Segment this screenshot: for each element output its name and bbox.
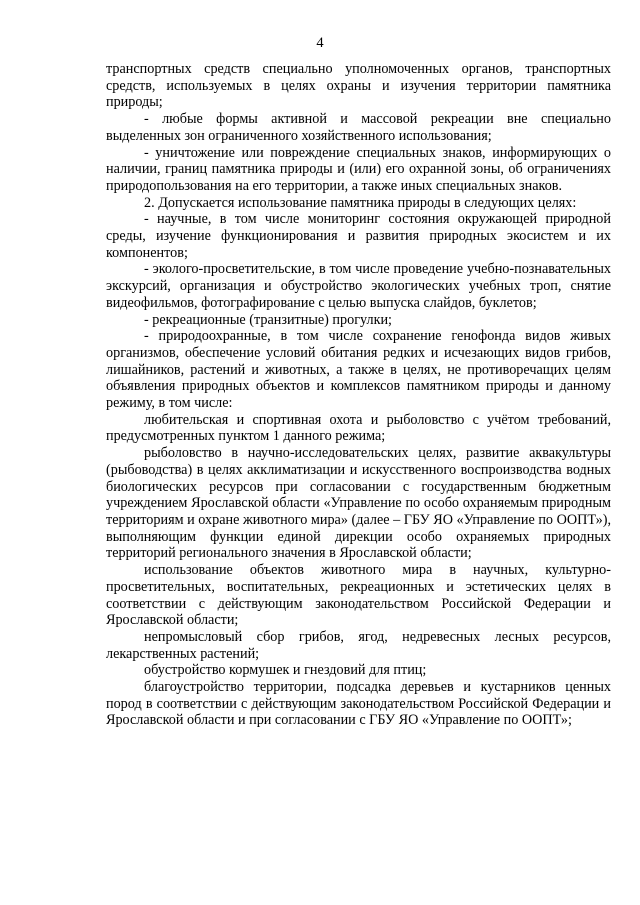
document-body (106, 61, 611, 729)
paragraph: транспортных средств специально уполномоченных органов, транспортных средств, используемых в целях охраны и изучения территории памятника природы; (106, 61, 611, 111)
paragraph: - научные, в том числе мониторинг состояния окружающей природной среды, изучение функционирования и развития природных экосистем и их компонентов; (106, 211, 611, 261)
paragraph: - эколого-просветительские, в том числе проведение учебно-познавательных экскурсий, организация и обустройство экологических учебных троп, снятие видеофильмов, фотографирование с целью выпуска слайдов, буклетов; (106, 261, 611, 311)
paragraph: любительская и спортивная охота и рыболовство с учётом требований, предусмотренных пунктом 1 данного режима; (106, 411, 611, 445)
paragraph: использование объектов животного мира в научных, культурно-просветительных, воспитательных, рекреационных и эстетических целях в соответствии с действующим законодательством Российской Федерации и Ярославской области; (106, 562, 611, 629)
page-number: 4 (316, 35, 324, 51)
paragraph: благоустройство территории, подсадка деревьев и кустарников ценных пород в соответствии с действующим законодательством Российской Федерации и Ярославской области и при согласовании с ГБУ ЯО «Управление по ООПТ»; (106, 679, 611, 729)
paragraph: рыболовство в научно-исследовательских целях, развитие аквакультуры (рыбоводства) в целях акклиматизации и искусственного воспроизводства водных биологических ресурсов при согласовании с государственным бюджетным учреждением Ярославской области «Управление по особо охраняемым природным территориям и охране животного мира» (далее – ГБУ ЯО «Управление по ООПТ»), выполняющим функции единой дирекции особо охраняемых природных территорий регионального значения в Ярославской области; (106, 445, 611, 562)
paragraph: - уничтожение или повреждение специальных знаков, информирующих о наличии, границ памятника природы и (или) его охранной зоны, об ограничениях природопользования на его территории, а также иных специальных знаков. (106, 144, 611, 194)
paragraph: обустройство кормушек и гнездовий для птиц; (144, 662, 427, 679)
paragraph: - природоохранные, в том числе сохранение генофонда видов живых организмов, обеспечение условий обитания редких и исчезающих видов грибов, лишайников, растений и животных, а также в целях, не противоречащих целям объявления природных объектов и комплексов памятником природы и данному режиму, в том числе: (106, 328, 611, 412)
paragraph: - рекреационные (транзитные) прогулки; (144, 311, 393, 328)
paragraph: - любые формы активной и массовой рекреации вне специально выделенных зон ограниченного хозяйственного использования; (106, 111, 611, 144)
paragraph: 2. Допускается использование памятника природы в следующих целях: (144, 194, 577, 211)
paragraph: непромысловый сбор грибов, ягод, недревесных лесных ресурсов, лекарственных растений; (106, 628, 611, 662)
